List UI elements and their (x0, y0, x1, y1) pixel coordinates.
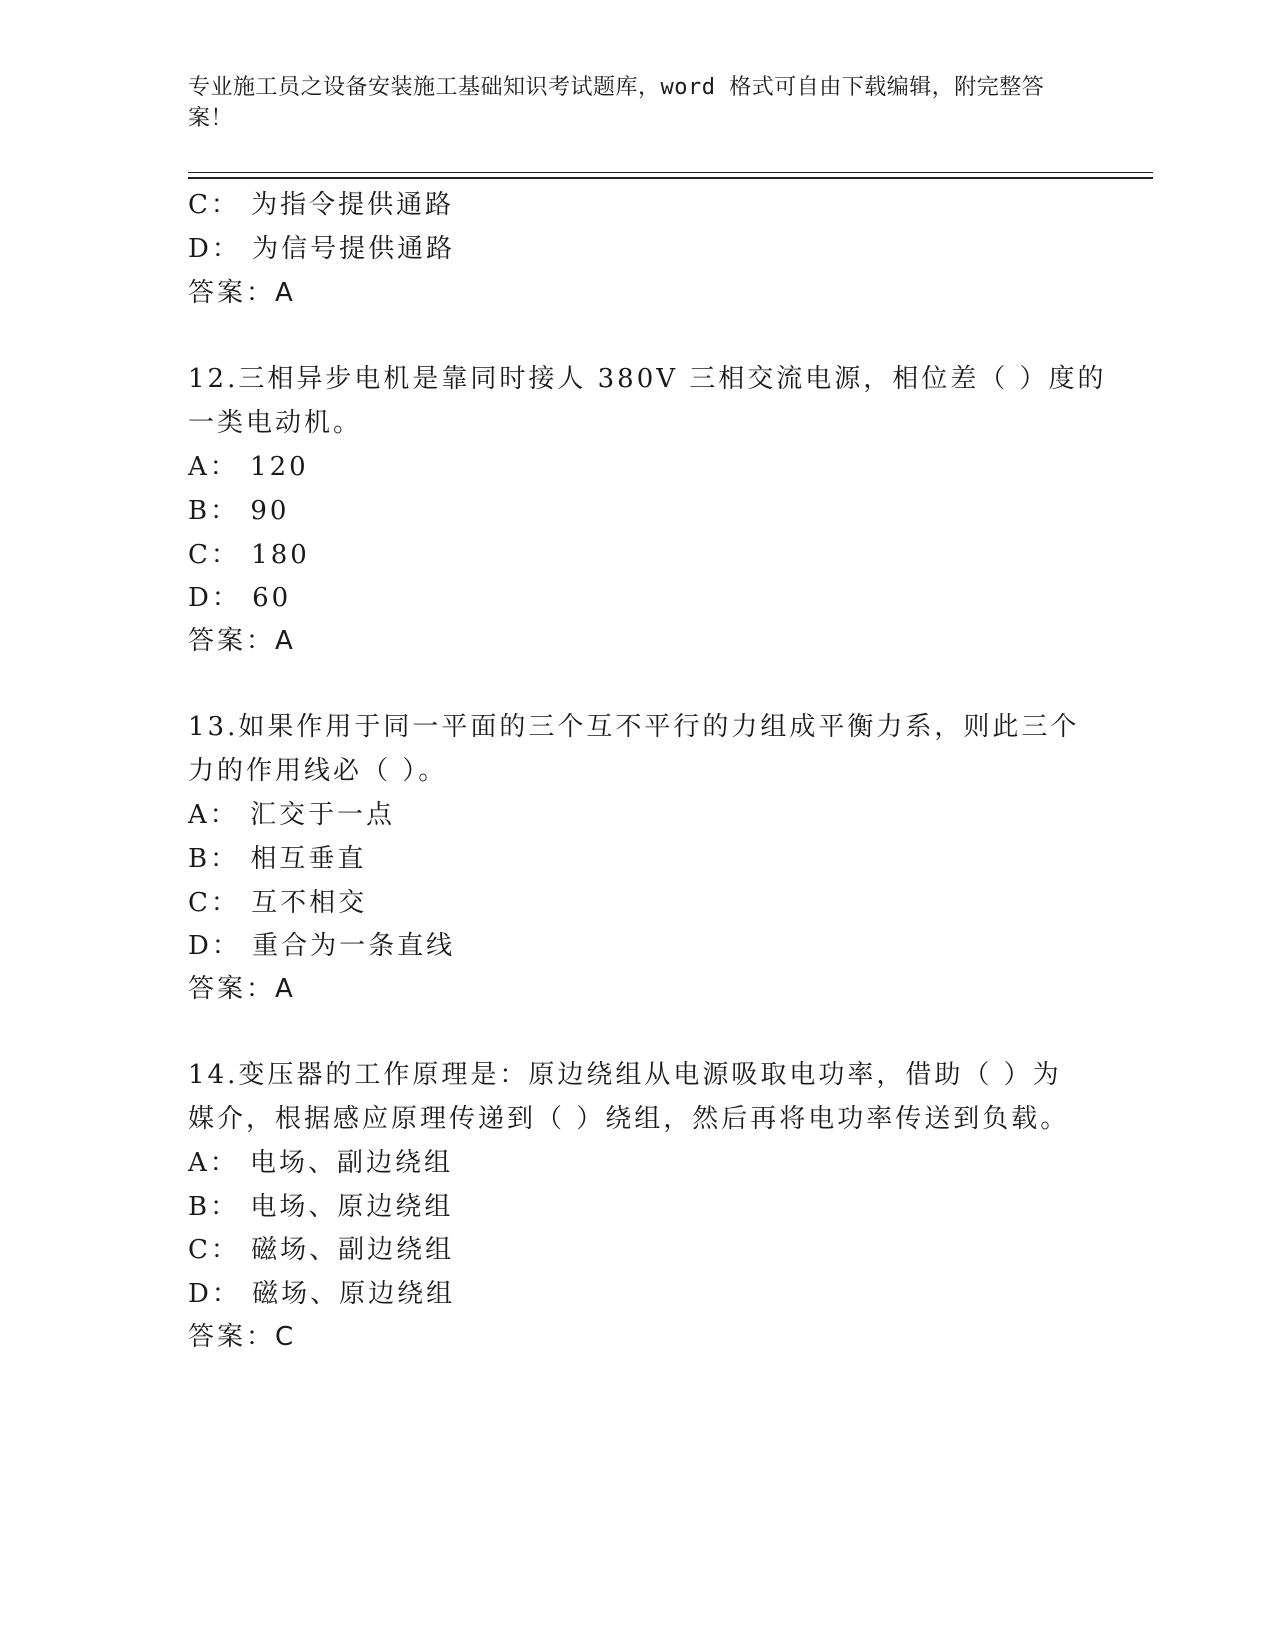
option-d: D： 为信号提供通路 (188, 234, 456, 264)
option-d: D： 磁场、原边绕组 (188, 1279, 456, 1309)
question-stem-cont: 一类电动机。 (188, 408, 363, 438)
option-b: B： 电场、原边绕组 (188, 1192, 454, 1222)
answer: 答案：C (188, 1322, 297, 1352)
option-a: A： 120 (188, 452, 309, 482)
answer: 答案：A (188, 278, 296, 308)
option-c: C： 为指令提供通路 (188, 190, 455, 220)
question-stem-cont: 力的作用线必（ ）。 (188, 756, 448, 786)
option-a: A： 汇交于一点 (188, 800, 396, 830)
question-stem-cont: 媒介，根据感应原理传递到（ ）绕组，然后再将电功率传送到负载。 (188, 1104, 1070, 1134)
option-b: B： 相互垂直 (188, 844, 367, 874)
document-header: 专业施工员之设备安装施工基础知识考试题库，word 格式可自由下载编辑，附完整答案！ (188, 75, 1045, 131)
header-divider-thick (188, 177, 1153, 179)
option-c: C： 互不相交 (188, 888, 368, 918)
option-a: A： 电场、副边绕组 (188, 1148, 454, 1178)
question-stem: 13.如果作用于同一平面的三个互不平行的力组成平衡力系，则此三个 (188, 712, 1080, 742)
header-divider-thin (188, 172, 1153, 173)
option-d: D： 重合为一条直线 (188, 931, 456, 961)
option-d: D： 60 (188, 583, 292, 613)
answer: 答案：A (188, 974, 296, 1004)
question-stem: 12.三相异步电机是靠同时接人 380V 三相交流电源，相位差（ ）度的 (188, 364, 1107, 394)
answer: 答案：A (188, 626, 296, 656)
option-c: C： 磁场、副边绕组 (188, 1235, 455, 1265)
question-stem: 14.变压器的工作原理是：原边绕组从电源吸取电功率，借助（ ）为 (188, 1060, 1062, 1090)
option-c: C： 180 (188, 540, 310, 570)
option-b: B： 90 (188, 496, 290, 526)
